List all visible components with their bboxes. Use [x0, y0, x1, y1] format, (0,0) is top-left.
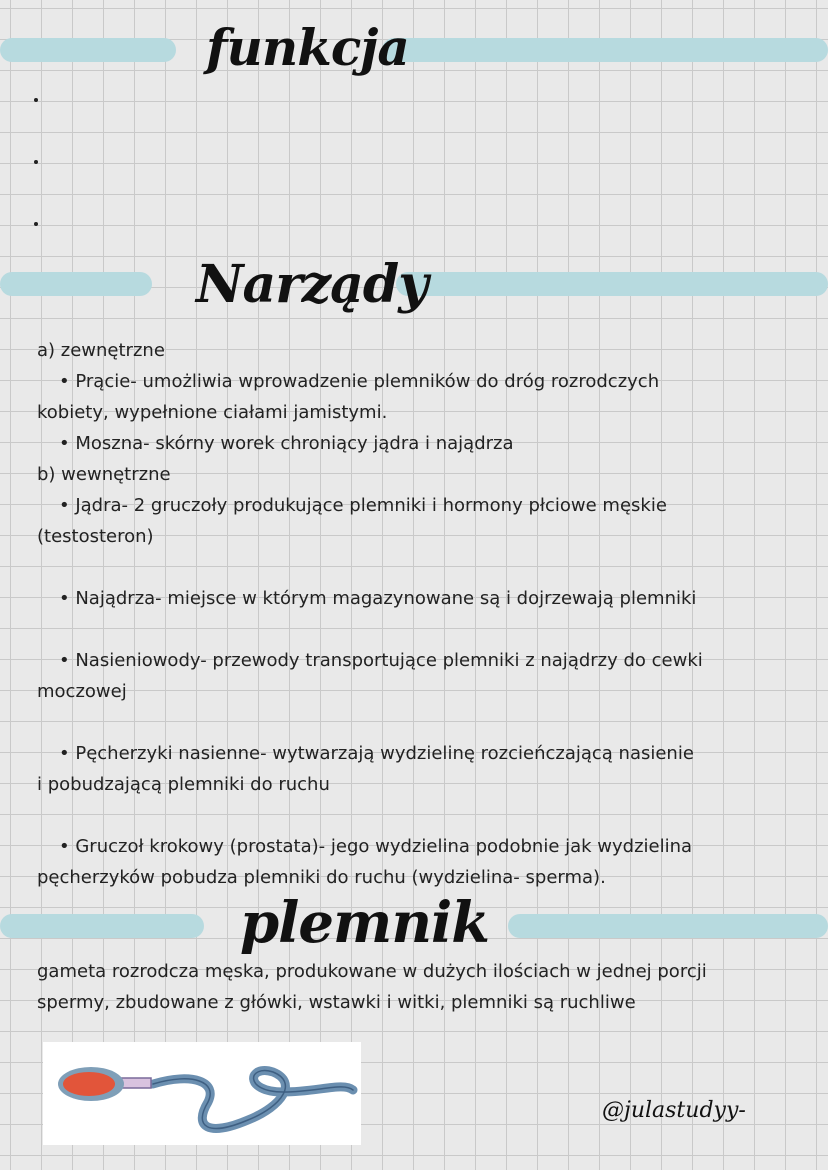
- list-item: • Nasieniowody- przewody transportujące plemniki z najądrzy do cewki: [37, 645, 703, 676]
- header-band-right: [508, 914, 828, 938]
- bullet-point: [34, 222, 38, 226]
- list-item-continuation: moczowej: [37, 681, 127, 702]
- header-band-left: [0, 914, 204, 938]
- section-title-narzady: Narządy: [196, 254, 428, 315]
- bullet-point: [34, 160, 38, 164]
- list-item-continuation: (testosteron): [37, 526, 154, 547]
- section-title-funkcja: funkcja: [206, 18, 409, 77]
- list-item: • Najądrza- miejsce w którym magazynowane są i dojrzewają plemniki: [37, 583, 696, 614]
- list-item: • Moszna- skórny worek chroniący jądra i najądrza: [37, 428, 514, 459]
- header-band-left: [0, 38, 176, 62]
- header-band-right: [396, 272, 828, 296]
- sperm-midpiece: [121, 1078, 151, 1088]
- list-item: • Jądra- 2 gruczoły produkujące plemniki i hormony płciowe męskie: [37, 490, 667, 521]
- label-external: a) zewnętrzne: [37, 340, 165, 361]
- bullet-point: [34, 98, 38, 102]
- list-item: • Prącie- umożliwia wprowadzenie plemników do dróg rozrodczych: [37, 366, 659, 397]
- header-band-left: [0, 272, 152, 296]
- sperm-illustration: [43, 1042, 361, 1145]
- author-signature: @julastudyy-: [602, 1098, 746, 1123]
- list-item-continuation: kobiety, wypełnione ciałami jamistymi.: [37, 402, 388, 423]
- section-title-plemnik: plemnik: [240, 890, 490, 956]
- plemnik-description: gameta rozrodcza męska, produkowane w dużych ilościach w jednej porcji: [37, 961, 707, 982]
- sperm-drawing: [43, 1042, 361, 1145]
- sperm-nucleus: [63, 1072, 115, 1096]
- list-item: • Pęcherzyki nasienne- wytwarzają wydzielinę rozcieńczającą nasienie: [37, 738, 694, 769]
- list-item: • Gruczoł krokowy (prostata)- jego wydzielina podobnie jak wydzielina: [37, 831, 692, 862]
- label-internal: b) wewnętrzne: [37, 464, 171, 485]
- list-item-continuation: pęcherzyków pobudza plemniki do ruchu (wydzielina- sperma).: [37, 867, 606, 888]
- plemnik-description: spermy, zbudowane z główki, wstawki i witki, plemniki są ruchliwe: [37, 992, 636, 1013]
- header-band-right: [382, 38, 828, 62]
- list-item-continuation: i pobudzającą plemniki do ruchu: [37, 774, 330, 795]
